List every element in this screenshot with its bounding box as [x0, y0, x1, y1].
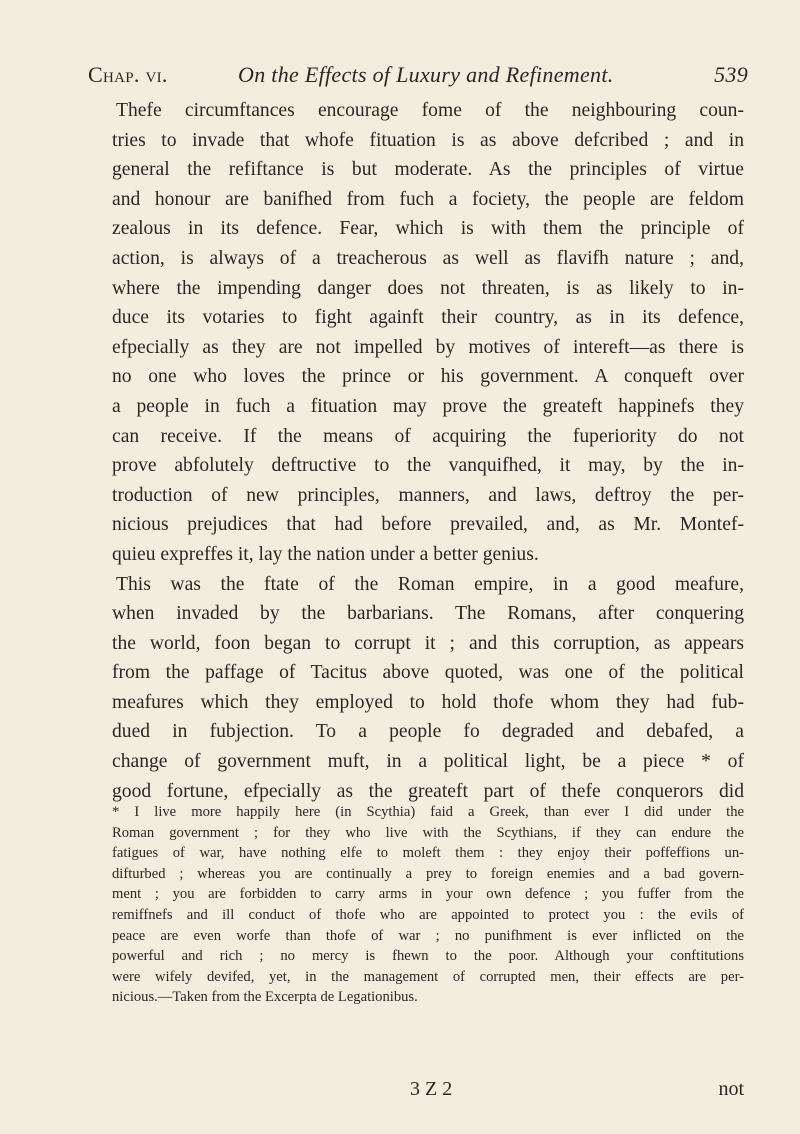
running-title: On the Effects of Luxury and Refinement. [238, 62, 614, 87]
page-footer [112, 1078, 744, 1108]
footnote-line: remiffnefs and ill conduct of thofe who are appointed to protect you : the evils of [112, 906, 744, 923]
body-line: quieu expreffes it, lay the nation under a better genius. [112, 543, 539, 565]
footnote-line: fatigues of war, have nothing elfe to moleft them : they enjoy their poffeffions un- [112, 845, 744, 862]
body-line: duce its votaries to fight againft their country, as in its defence, [112, 307, 744, 329]
body-line: tries to invade that whofe fituation is as above defcribed ; and in [112, 129, 744, 151]
body-line: general the refiftance is but moderate. As the principles of virtue [112, 159, 744, 181]
body-line: dued in fubjection. To a people fo degraded and debafed, a [112, 721, 744, 743]
body-line: can receive. If the means of acquiring the fuperiority do not [112, 425, 744, 447]
footnote-line: * I live more happily here (in Scythia) faid a Greek, than ever I did under the [112, 804, 744, 820]
body-line: change of government muft, in a political light, be a piece * of [112, 751, 744, 773]
footnote-line: Roman government ; for they who live with the Scythians, if they can endure the [112, 824, 744, 841]
body-line: meafures which they employed to hold thofe whom they had fub- [112, 691, 744, 713]
body-line: prove abfolutely deftructive to the vanquifhed, it may, by the in- [112, 455, 744, 477]
body-line: the world, foon began to corrupt it ; and this corruption, as appears [112, 632, 744, 654]
body-line: when invaded by the barbarians. The Romans, after conquering [112, 603, 744, 625]
body-line: efpecially as they are not impelled by motives of intereft—as there is [112, 336, 744, 358]
page-number: 539 [714, 62, 748, 87]
running-header [88, 54, 748, 94]
body-line: This was the ftate of the Roman empire, in a good meafure, [116, 573, 744, 595]
body-line: where the impending danger does not threaten, is as likely to in- [112, 277, 744, 299]
body-line: no one who loves the prince or his government. A conqueft over [112, 366, 744, 388]
footnote-line: were wifely devifed, yet, in the management of corrupted men, their effects are per- [112, 968, 744, 985]
body-line: and honour are banifhed from fuch a fociety, the people are feldom [112, 188, 744, 210]
footnote-line: nicious.—Taken from the Excerpta de Legationibus. [112, 989, 418, 1006]
footnote [112, 802, 744, 1008]
body-text [112, 96, 744, 806]
footnote-line: difturbed ; whereas you are continually a prey to foreign enemies and a bad govern- [112, 865, 744, 882]
footnote-line: powerful and rich ; no mercy is fhewn to the poor. Although your conftitutions [112, 948, 744, 965]
body-line: good fortune, efpecially as the greateft part of thefe conquerors did [112, 780, 744, 802]
catchword: not [718, 1078, 744, 1100]
body-line: Thefe circumftances encourage fome of the neighbouring coun- [116, 100, 744, 121]
footnote-line: ment ; you are forbidden to carry arms in your own defence ; you fuffer from the [112, 886, 744, 903]
body-line: from the paffage of Tacitus above quoted, was one of the political [112, 662, 744, 684]
footnote-line: peace are even worfe than thofe of war ; no punifhment is ever inflicted on the [112, 927, 744, 944]
chapter-label: Chap. vi. [88, 62, 168, 87]
body-line: action, is always of a treacherous as well as flavifh nature ; and, [112, 247, 744, 269]
body-line: nicious prejudices that had before prevailed, and, as Mr. Montef- [112, 514, 744, 536]
body-line: troduction of new principles, manners, and laws, deftroy the per- [112, 484, 744, 506]
body-line: zealous in its defence. Fear, which is with them the principle of [112, 218, 744, 240]
body-line: a people in fuch a fituation may prove the greateft happinefs they [112, 395, 744, 417]
signature-mark: 3 Z 2 [410, 1078, 453, 1100]
